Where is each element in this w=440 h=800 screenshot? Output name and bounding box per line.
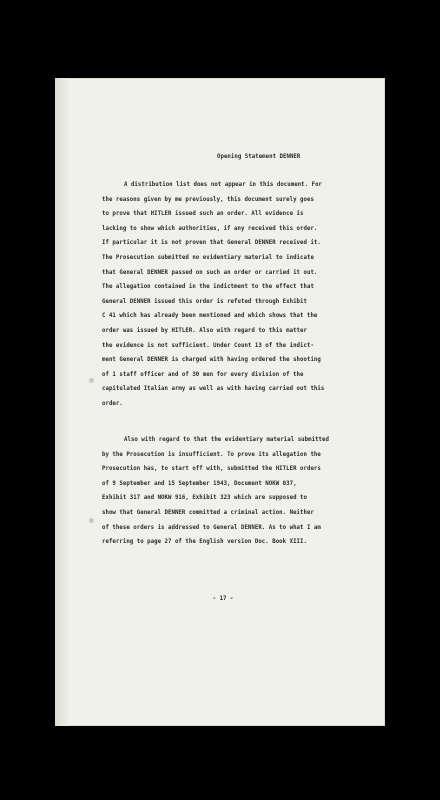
text-line: of 1 staff officer and of 30 men for every division of the [102,371,304,378]
page-heading: Opening Statement DENNER [217,154,301,160]
text-line: by the Prosecution is insufficient. To prove its allegation the [102,451,321,458]
text-line: order was issued by HITLER. Also with regard to this matter [102,327,307,334]
text-line: to prove that HITLER issued such an order. All evidence is [102,211,304,218]
text-line: referring to page 27 of the English version Doc. Book XIII. [102,539,307,546]
text-line: capitulated Italian army as well as with having carried out this [102,386,325,393]
text-line: lacking to show which authorities, if any received this order. [102,225,318,232]
text-line: ment General DENNER is charged with having ordered the shooting [102,357,321,364]
text-line: Prosecution has, to start off with, submitted the HITLER orders [102,466,321,473]
text-line: order. [102,400,123,407]
text-line: Also with regard to that the evidentiary material submitted [124,437,329,443]
paragraph-2 [102,433,358,550]
text-line: C 41 which has already been mentioned and which shows that the [102,313,318,320]
text-line: of these orders is addressed to General DENNER. As to what I am [102,524,321,531]
document-page [55,78,385,726]
page-number: - 17 - [212,596,234,602]
punch-hole [89,518,94,523]
text-line: Exhibit 317 and NOKW 916, Exhibit 323 which are supposed to [102,495,307,502]
punch-hole [89,378,94,383]
text-line: The Prosecution submitted no evidentiary material to indicate [102,254,314,261]
text-line: If particular it is not proven that General DENNER received it. [102,240,321,247]
text-line: A distribution list does not appear in this document. For [124,182,323,188]
text-line: show that General DENNER committed a criminal action. Neither [102,509,314,516]
text-line: of 9 September and 15 September 1943, Document NOKW 037, [102,480,297,487]
text-line: General DENNER issued this order is refuted through Exhibit [102,298,307,305]
text-line: the reasons given by me previously, this document surely goes [102,196,314,203]
text-line: the evidence is not sufficient. Under Count 13 of the indict- [102,342,314,349]
text-line: The allegation contained in the indictment to the effect that [102,284,314,291]
paragraph-1 [102,178,358,412]
text-line: that General DENNER passed on such an order or carried it out. [102,269,318,276]
